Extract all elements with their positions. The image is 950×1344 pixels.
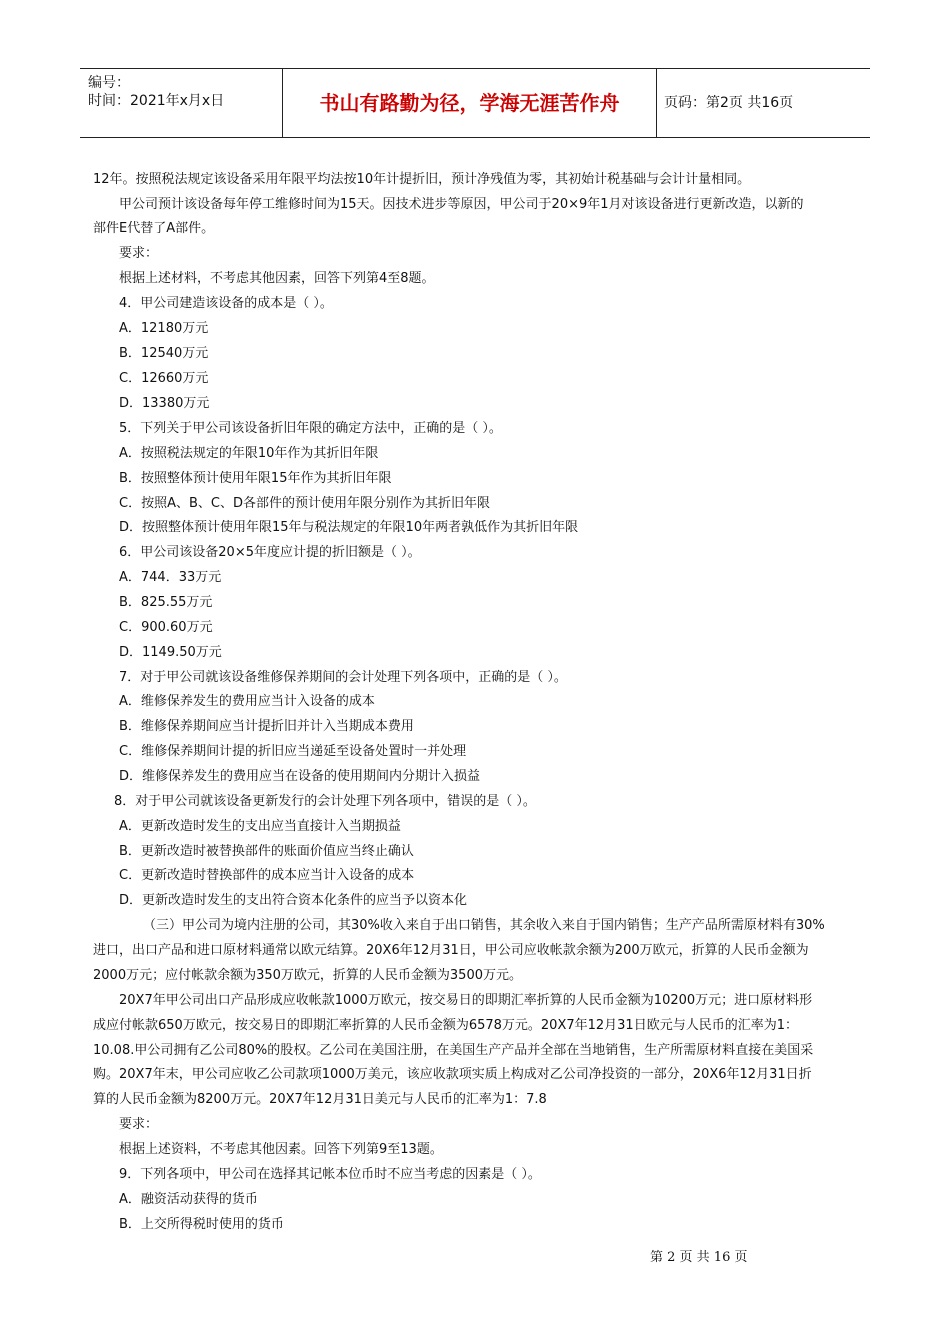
text-line: 要求：	[119, 1117, 159, 1132]
text-line: 10.08.甲公司拥有乙公司80%的股权。乙公司在美国注册，在美国生产产品并全部在当地销售，生产所需原材料直接在美国采	[93, 1043, 814, 1058]
option-line: A．维修保养发生的费用应当计入设备的成本	[119, 694, 375, 709]
option-line: A．12180万元	[119, 321, 209, 336]
option-line: A．更新改造时发生的支出应当直接计入当期损益	[119, 819, 401, 834]
option-line: B．更新改造时被替换部件的账面价值应当终止确认	[119, 844, 414, 859]
option-line: D．13380万元	[119, 396, 210, 411]
question-line: 5．下列关于甲公司该设备折旧年限的确定方法中，正确的是（ ）。	[119, 421, 502, 436]
header-motto: 书山有路勤为径，学海无涯苦作舟	[283, 69, 657, 137]
text-line: 算的人民币金额为8200万元。20X7年12月31日美元与人民币的汇率为1：7.8	[93, 1092, 547, 1107]
number-label: 编号：	[88, 75, 130, 91]
option-line: A．744．33万元	[119, 570, 222, 585]
option-line: B．12540万元	[119, 346, 209, 361]
text-line: 20X7年甲公司出口产品形成应收帐款1000万欧元，按交易日的即期汇率折算的人民币金额为10200万元；进口原材料形	[119, 993, 813, 1008]
option-line: B．上交所得税时使用的货币	[119, 1217, 284, 1232]
text-line: 要求：	[119, 246, 159, 261]
text-line: 部件E代替了A部件。	[93, 221, 215, 236]
option-line: C．900.60万元	[119, 620, 213, 635]
text-line: 进口，出口产品和进口原材料通常以欧元结算。20X6年12月31日，甲公司应收帐款余额为200万欧元，折算的人民币金额为	[93, 943, 809, 958]
header-page-info: 页码：第2页 共16页	[664, 95, 794, 111]
text-line: 12年。按照税法规定该设备采用年限平均法按10年计提折旧，预计净残值为零，其初始计税基础与会计计量相同。	[93, 172, 751, 187]
option-line: D．按照整体预计使用年限15年与税法规定的年限10年两者孰低作为其折旧年限	[119, 520, 579, 535]
text-line: 购。20X7年末，甲公司应收乙公司款项1000万美元，该应收款项实质上构成对乙公司净投资的一部分，20X6年12月31日折	[93, 1067, 812, 1082]
text-line: 根据上述资料，不考虑其他因素。回答下列第9至13题。	[119, 1142, 443, 1157]
option-line: A．按照税法规定的年限10年作为其折旧年限	[119, 446, 379, 461]
option-line: D．1149.50万元	[119, 645, 222, 660]
option-line: C．按照A、B、C、D各部件的预计使用年限分别作为其折旧年限	[119, 496, 490, 511]
option-line: B．按照整体预计使用年限15年作为其折旧年限	[119, 471, 392, 486]
text-line: 成应付帐款650万欧元，按交易日的即期汇率折算的人民币金额为6578万元。20X7年12月31日欧元与人民币的汇率为1：	[93, 1018, 798, 1033]
option-line: C．12660万元	[119, 371, 209, 386]
time-label: 时间：2021年x月x日	[88, 93, 225, 109]
question-line: 4．甲公司建造该设备的成本是（ ）。	[119, 296, 333, 311]
text-line: 根据上述材料，不考虑其他因素，回答下列第4至8题。	[119, 271, 435, 286]
question-line: 9．下列各项中，甲公司在选择其记帐本位币时不应当考虑的因素是（ ）。	[119, 1167, 541, 1182]
option-line: D．维修保养发生的费用应当在设备的使用期间内分期计入损益	[119, 769, 481, 784]
text-line: 甲公司预计该设备每年停工维修时间为15天。因技术进步等原因，甲公司于20×9年1月对该设备进行更新改造，以新的	[119, 197, 804, 212]
option-line: B．825.55万元	[119, 595, 213, 610]
text-line: （三）甲公司为境内注册的公司，其30%收入来自于出口销售，其余收入来自于国内销售；生产产品所需原材料有30%	[143, 918, 825, 933]
option-line: D．更新改造时发生的支出符合资本化条件的应当予以资本化	[119, 893, 468, 908]
header-meta	[80, 69, 283, 137]
option-line: B．维修保养期间应当计提折旧并计入当期成本费用	[119, 719, 414, 734]
page-footer: 第 2 页 共 16 页	[650, 1250, 748, 1265]
question-line: 6．甲公司该设备20×5年度应计提的折旧额是（ ）。	[119, 545, 421, 560]
option-line: C．更新改造时替换部件的成本应当计入设备的成本	[119, 868, 415, 883]
question-line: 7．对于甲公司就该设备维修保养期间的会计处理下列各项中，正确的是（ ）。	[119, 670, 567, 685]
text-line: 2000万元；应付帐款余额为350万欧元，折算的人民币金额为3500万元。	[93, 968, 522, 983]
question-line: 8．对于甲公司就该设备更新发行的会计处理下列各项中，错误的是（ ）。	[114, 794, 536, 809]
option-line: A．融资活动获得的货币	[119, 1192, 258, 1207]
option-line: C．维修保养期间计提的折旧应当递延至设备处置时一并处理	[119, 744, 467, 759]
page-header	[80, 68, 870, 138]
